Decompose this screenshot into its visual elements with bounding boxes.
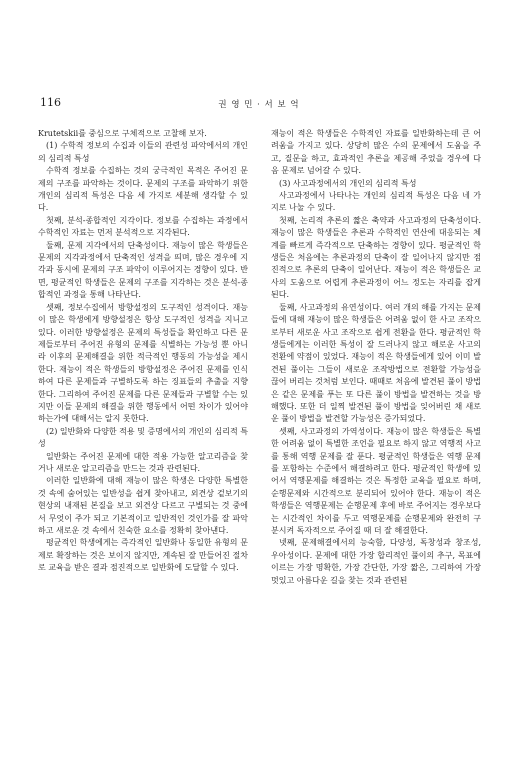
paragraph: 재능이 적은 학생들은 수학적인 자료를 일반화하는데 큰 어려움을 가지고 있다. 상당히 많은 수의 문제에서 도움을 주고, 질문을 하고, 효과적인 추론을 제공해 주었을 경우에 다음 문제로 넘어갈 수 있다. [271,129,481,176]
paragraph: 첫째, 논리적 추론의 짧은 축약과 사고과정의 단축성이다. 재능이 많은 학생들은 추론과 수학적인 연산에 대응되는 체계를 빠르게 즉각적으로 단축하는 경향이 있다. 평균적인 학생들은 처음에는 추론과정의 단축이 잘 일어나지 않지만 점진적으로 추론의 단축이 일어난다. 재능이 적은 학생들은 교사의 도움으로 어렵게 추론과정이 어느 정도는 자리를 잡게 된다. [271,215,481,300]
left-column [38,128,248,575]
page-number: 116 [40,96,61,109]
paragraph: 이러한 일반화에 대해 재능이 많은 학생은 다양한 특별한 것 속에 숨어있는 일반성을 쉽게 찾아내고, 외견상 겉보기의 현상의 내재된 본질을 보고 외견상 다르고 구별되는 것 중에서 무엇이 주가 되고 기본적이고 일반적인 것인가를 잘 파악하고 새로운 것 속에서 친숙한 요소를 정확히 찾아낸다. [38,476,248,535]
paragraph: 셋째, 사고과정의 가역성이다. 재능이 많은 학생들은 특별한 어려움 없이 특별한 조언을 필요로 하지 않고 역행적 사고를 통해 역행 문제를 잘 푼다. 평균적인 학생들은 역행 문제를 포함하는 수준에서 해결하려고 한다. 평균적인 학생에 있어서 역행문제를 해결하는 것은 특정한 교육을 필요로 하며, 순행문제와 시간적으로 분리되어 있어야 한다. 재능이 적은 학생들은 역행문제는 순행문제 후에 바로 주어지는 경우보다는 시간적인 차이를 두고 역행문제를 순행문제와 완전히 구분시켜 독자적으로 주어질 때 더 잘 해결한다. [271,426,481,535]
paragraph: (1) 수학적 정보의 수집과 이들의 관련성 파악에서의 개인의 심리적 특성 [38,141,248,163]
paragraph: 첫째, 분석-종합적인 지각이다. 정보를 수집하는 과정에서 수학적인 자료는 먼저 분석적으로 지각된다. [38,215,248,238]
paragraph: (2) 일반화와 다양한 적용 및 증명에서의 개인의 심리적 특성 [38,426,248,449]
running-header: 권 영 민 · 서 보 억 [218,100,300,110]
paragraph: (3) 사고과정에서의 개인의 심리적 특성 [279,178,417,188]
right-column [271,128,481,587]
paragraph: 둘째, 사고과정의 유연성이다. 여러 개의 해를 가지는 문제들에 대해 재능이 많은 학생들은 어려움 없이 한 사고 조작으로부터 새로운 사고 조작으로 쉽게 전환을 한다. 평균적인 학생들에게는 이러한 특성이 잘 드러나지 않고 해로운 사고의 전환에 약점이 있었다. 재능이 적은 학생들에게 있어 이미 발견된 풀이는 그들이 새로운 조작방법으로 전환할 가능성을 끊어 버리는 것처럼 보인다. 때때로 처음에 발견된 풀이 방법은 같은 문제를 푸는 또 다른 풀이 방법을 발견하는 것을 방해했다. 또한 더 일찍 발견된 풀이 방법을 잊어버린 채 새로운 풀이 방법을 발견할 가능성은 증가되었다. [271,302,481,424]
paragraph: 셋째, 정보수집에서 방향설정의 도구적인 성격이다. 재능이 많은 학생에게 방향설정은 항상 도구적인 성격을 지니고 있다. 이러한 방향설정은 문제의 특성들을 확인하고 다른 문제들로부터 주어진 유형의 문제를 식별하는 가능성 뿐 아니라 이후의 문제해결을 위한 적극적인 행동의 가능성을 제시한다. 재능이 적은 학생들의 방향설정은 주어진 문제를 인식하여 다른 문제들과 구별하도록 하는 징표들의 추출을 지향한다. 그리하여 주어진 문제를 다른 문제들과 구별할 수는 있지만 이들 문제의 해결을 위한 행동에서 어떤 차이가 있어야 하는가에 대해서는 알지 못한다. [38,302,248,424]
paragraph: Krutetskii를 중심으로 구체적으로 고찰해 보자. [38,129,207,138]
paragraph: 사고과정에서 나타나는 개인의 심리적 특성은 다음 네 가지로 나눌 수 있다. [271,191,481,213]
paragraph: 둘째, 문제 지각에서의 단축성이다. 재능이 많은 학생들은 문제의 지각과정에서 단축적인 성격을 띄며, 많은 경우에 지각과 동시에 문제의 구조 파악이 이루어지는 경향이 있다. 반면, 평균적인 학생들은 문제의 구조를 지각하는 것은 분석-종합적인 과정을 통해 나타난다. [38,240,248,300]
paragraph: 넷째, 문제해결에서의 능숙함, 다양성, 독창성과 창조성, 우아성이다. 문제에 대한 가장 합리적인 풀이의 추구, 목표에 이르는 가장 명확한, 가장 간단한, 가장 짧은, 그리하여 가장 멋있고 아름다운 길을 찾는 것과 관련된 [271,538,481,585]
paragraph: 수학적 정보를 수집하는 것의 궁극적인 목적은 주어진 문제의 구조를 파악하는 것이다. 문제의 구조를 파악하기 위한 개인의 심리적 특성은 다음 세 가지로 세분해 생각할 수 있다. [38,166,248,213]
paragraph: 일반화는 주어진 문제에 대한 적용 가능한 알고리즘을 찾거나 새로운 알고리즘을 만드는 것과 관련된다. [38,451,248,473]
paragraph: 평균적인 학생에게는 즉각적인 일반화나 동일한 유형의 문제로 확장하는 것은 보이지 않지만, 계속된 잘 만들어진 절차로 교육을 받은 결과 점진적으로 일반화에 도달할 수 있다. [38,538,248,573]
